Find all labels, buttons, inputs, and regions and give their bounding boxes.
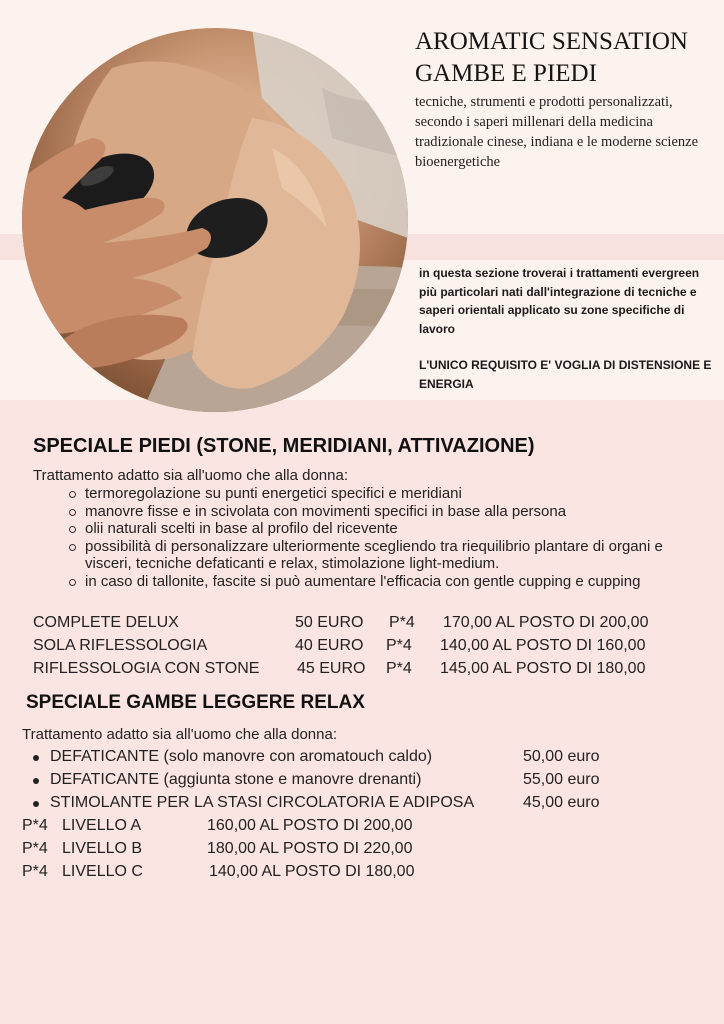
price-value: 50 EURO	[295, 614, 364, 631]
level-pack: P*4	[22, 840, 48, 857]
price-name: COMPLETE DELUX	[33, 614, 179, 631]
page-subtitle: tecniche, strumenti e prodotti personalizzati, secondo i saperi millenari della medicina tradizionale cinese, indiana e le moderne scienze bioenergetiche	[415, 94, 699, 170]
price-offer: 145,00 AL POSTO DI 180,00	[440, 660, 646, 677]
title-line-2: GAMBE E PIEDI	[415, 60, 597, 87]
level-pack: P*4	[22, 863, 48, 880]
bullet-dot-icon	[33, 778, 39, 784]
bullet-dot-icon	[33, 801, 39, 807]
price-pack: P*4	[389, 614, 415, 631]
list-item: possibilità di personalizzare ulteriormente scegliendo tra riequilibrio plantare di organi e visceri, tecniche defaticanti e relax, stimolazione light-medium.	[67, 538, 707, 573]
piedi-lead: Trattamento adatto sia all'uomo che alla donna:	[33, 467, 348, 484]
list-item: olii naturali scelti in base al profilo del ricevente	[67, 520, 707, 538]
price-pack: P*4	[386, 660, 412, 677]
feet-massage-photo	[22, 28, 408, 412]
intro-text: in questa sezione troverai i trattamenti evergreen più particolari nati dall'integrazione di tecniche e saperi orientali applicato su zone specifiche di lavoro	[419, 266, 700, 336]
item-price: 55,00 euro	[523, 771, 600, 788]
list-item: termoregolazione su punti energetici specifici e meridiani	[67, 485, 707, 503]
price-pack: P*4	[386, 637, 412, 654]
level-name: LIVELLO A	[62, 817, 142, 834]
item-label: DEFATICANTE (solo manovre con aromatouch caldo)	[50, 748, 433, 765]
level-offer: 140,00 AL POSTO DI 180,00	[209, 863, 415, 880]
list-item: in caso di tallonite, fascite si può aumentare l'efficacia con gentle cupping e cupping	[67, 573, 707, 591]
bullet-dot-icon	[33, 755, 39, 761]
title-line-1: AROMATIC SENSATION	[415, 28, 688, 55]
level-name: LIVELLO C	[62, 863, 143, 880]
item-label: DEFATICANTE (aggiunta stone e manovre drenanti)	[50, 771, 422, 788]
item-price: 45,00 euro	[523, 794, 600, 811]
level-pack: P*4	[22, 817, 48, 834]
price-name: RIFLESSOLOGIA CON STONE	[33, 660, 260, 677]
piedi-bullet-list	[67, 485, 707, 590]
item-label: STIMOLANTE PER LA STASI CIRCOLATORIA E ADIPOSA	[50, 794, 475, 811]
price-value: 40 EURO	[295, 637, 364, 654]
page-title	[415, 26, 688, 90]
list-item: manovre fisse e in scivolata con movimenti specifici in base alla persona	[67, 503, 707, 521]
price-offer: 140,00 AL POSTO DI 160,00	[440, 637, 646, 654]
level-offer: 160,00 AL POSTO DI 200,00	[207, 817, 413, 834]
piedi-heading: SPECIALE PIEDI (STONE, MERIDIANI, ATTIVAZIONE)	[33, 435, 535, 457]
intro-block	[419, 264, 719, 393]
price-offer: 170,00 AL POSTO DI 200,00	[443, 614, 649, 631]
item-price: 50,00 euro	[523, 748, 600, 765]
intro-requirement: L'UNICO REQUISITO E' VOGLIA DI DISTENSIONE E ENERGIA	[419, 358, 712, 391]
gambe-heading: SPECIALE GAMBE LEGGERE RELAX	[26, 692, 365, 713]
level-offer: 180,00 AL POSTO DI 220,00	[207, 840, 413, 857]
level-name: LIVELLO B	[62, 840, 143, 857]
price-name: SOLA RIFLESSOLOGIA	[33, 637, 208, 654]
price-value: 45 EURO	[297, 660, 366, 677]
gambe-lead: Trattamento adatto sia all'uomo che alla donna:	[22, 726, 337, 743]
